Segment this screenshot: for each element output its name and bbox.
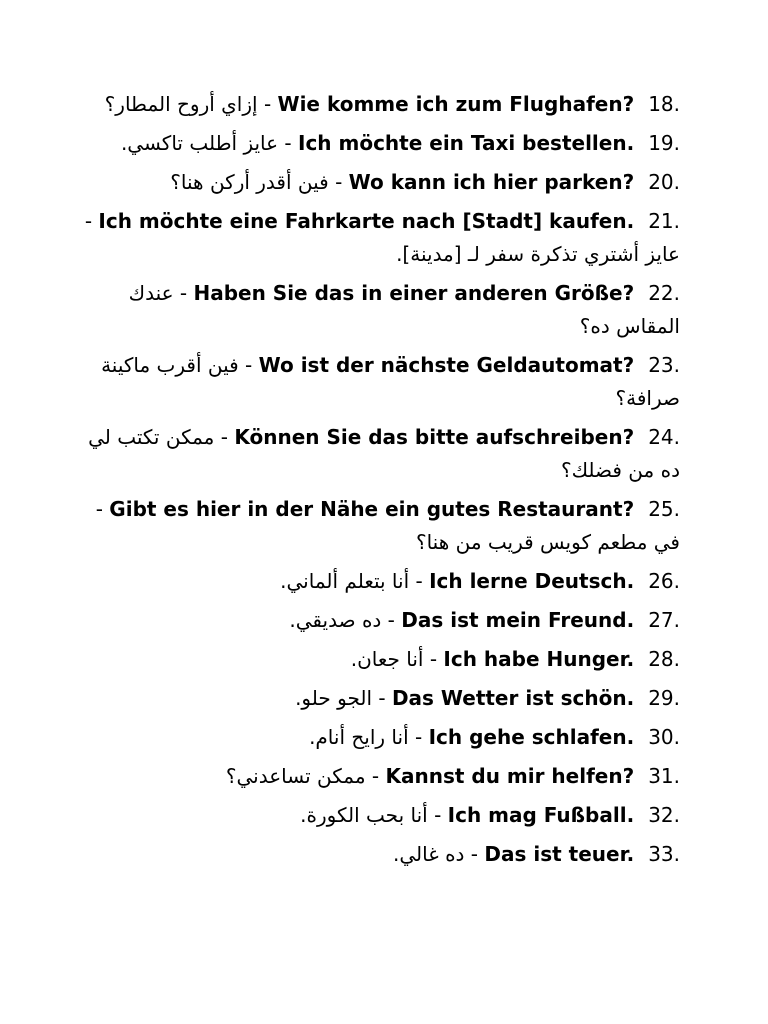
german-phrase: Können Sie das bitte aufschreiben? [234,425,635,449]
arabic-translation: - الجو حلو. [295,686,392,710]
german-phrase: Ich möchte ein Taxi bestellen. [298,131,635,155]
german-phrase: Ich gehe schlafen. [428,725,635,749]
phrase-item [80,349,680,415]
german-phrase: Kannst du mir helfen? [385,764,635,788]
german-phrase: Das ist mein Freund. [401,608,635,632]
phrase-item [80,799,680,832]
phrase-item [80,127,680,160]
phrase-number: 29. [648,686,680,710]
german-phrase: Ich mag Fußball. [447,803,635,827]
german-phrase: Ich lerne Deutsch. [429,569,635,593]
phrase-item [80,604,680,637]
arabic-translation: - أنا رايح أنام. [309,725,429,749]
german-phrase: Wo kann ich hier parken? [348,170,635,194]
arabic-translation: - ده صديقي. [289,608,402,632]
phrase-item [80,88,680,121]
arabic-translation: - ممكن تكتب لي ده من فضلك؟ [88,425,680,482]
phrase-item [80,565,680,598]
phrase-number: 33. [648,842,680,866]
phrase-number: 27. [648,608,680,632]
arabic-translation: - فين أقدر أركن هنا؟ [170,170,349,194]
phrase-number: 20. [648,170,680,194]
arabic-translation: - عندك المقاس ده؟ [128,281,680,338]
phrase-number: 31. [648,764,680,788]
arabic-translation: - أنا بتعلم ألماني. [280,569,430,593]
phrase-number: 32. [648,803,680,827]
german-phrase: Gibt es hier in der Nähe ein gutes Restaurant? [109,497,635,521]
german-phrase: Das Wetter ist schön. [391,686,635,710]
arabic-translation: - عايز أشتري تذكرة سفر لـ [مدينة]. [84,209,680,266]
arabic-translation: - ممكن تساعدني؟ [225,764,386,788]
german-phrase: Wo ist der nächste Geldautomat? [258,353,635,377]
phrase-item [80,166,680,199]
arabic-translation: - في مطعم كويس قريب من هنا؟ [95,497,680,554]
phrase-number: 23. [648,353,680,377]
german-phrase: Haben Sie das in einer anderen Größe? [193,281,635,305]
arabic-translation: - فين أقرب ماكينة صرافة؟ [101,353,680,410]
arabic-translation: - ده غالي. [393,842,485,866]
phrase-number: 26. [648,569,680,593]
phrase-number: 18. [648,92,680,116]
phrase-number: 30. [648,725,680,749]
phrase-number: 21. [648,209,680,233]
phrase-number: 19. [648,131,680,155]
phrase-item [80,493,680,559]
phrase-item [80,643,680,676]
phrase-item [80,682,680,715]
arabic-translation: - أنا بحب الكورة. [300,803,448,827]
phrase-item [80,205,680,271]
german-phrase: Ich möchte eine Fahrkarte nach [Stadt] kaufen. [98,209,635,233]
german-phrase: Das ist teuer. [484,842,635,866]
german-phrase: Wie komme ich zum Flughafen? [277,92,635,116]
phrase-number: 24. [648,425,680,449]
phrase-item [80,421,680,487]
phrase-item [80,721,680,754]
phrase-list [80,88,680,877]
arabic-translation: - إزاي أروح المطار؟ [104,92,278,116]
german-phrase: Ich habe Hunger. [443,647,635,671]
arabic-translation: - عايز أطلب تاكسي. [120,131,298,155]
phrase-number: 28. [648,647,680,671]
phrase-item [80,838,680,871]
phrase-item [80,760,680,793]
phrase-item [80,277,680,343]
arabic-translation: - أنا جعان. [350,647,444,671]
phrase-number: 25. [648,497,680,521]
phrase-number: 22. [648,281,680,305]
